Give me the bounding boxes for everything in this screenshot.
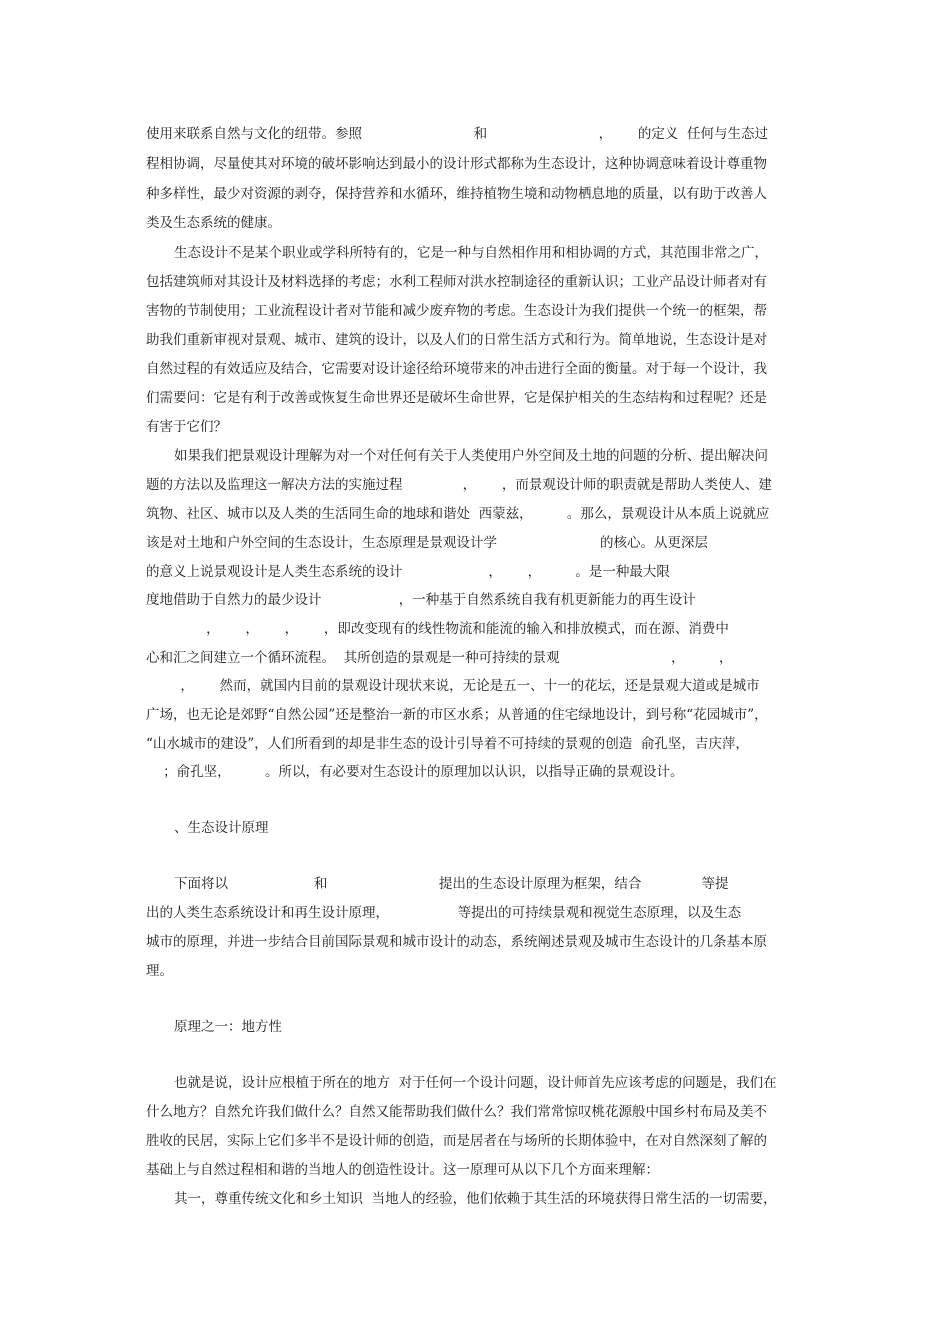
text-line: 自然过程的有效适应及结合，它需要对设计途径给环境带来的冲击进行全面的衡量。对于每一个设计，我 bbox=[146, 361, 767, 377]
text-line: 胜收的民居，实际上它们多半不是设计师的创造，而是居者在与场所的长期体验中，在对自然深刻了解的 bbox=[146, 1133, 767, 1149]
text-line: 类及生态系统的健康。 bbox=[146, 215, 281, 231]
text-line: 基础上与自然过程相和谐的当地人的创造性设计。这一原理可从以下几个方面来理解： bbox=[146, 1162, 659, 1178]
text-line: 广场，也无论是郊野“自然公园”还是整治一新的市区水系；从普通的住宅绿地设计，到号称“花园城市”， bbox=[146, 707, 768, 723]
text-line: 下面将以 和 提出的生态设计原理为框架，结合 等提 bbox=[174, 876, 729, 892]
text-line: 包括建筑师对其设计及材料选择的考虑；水利工程师对洪水控制途径的重新认识；工业产品设计师者对有 bbox=[146, 274, 767, 290]
text-line: “山水城市的建设”，人们所看到的却是非生态的设计引导着不可持续的景观的创造 俞孔坚，吉庆萍， bbox=[146, 736, 749, 752]
section-heading: 、生态设计原理 bbox=[174, 820, 269, 836]
text-line: 其一，尊重传统文化和乡土知识 当地人的经验，他们依赖于其生活的环境获得日常生活的一切需要， bbox=[174, 1191, 777, 1207]
text-line: 度地借助于自然力的最少设计 ，一种基于自然系统自我有机更新能力的再生设计 bbox=[146, 592, 696, 608]
text-line: 也就是说，设计应根植于所在的地方 对于任何一个设计问题，设计师首先应该考虑的问题是，我们在 bbox=[174, 1075, 777, 1091]
text-line: 种多样性，最少对资源的剥夺，保持营养和水循环，维持植物生境和动物栖息地的质量，以有助于改善人 bbox=[146, 186, 767, 202]
text-line: ， 然而，就国内目前的景观设计现状来说，无论是五一、十一的花坛，还是景观大道或是城市 bbox=[146, 678, 760, 694]
text-line: 城市的原理，并进一步结合目前国际景观和城市设计的动态，系统阐述景观及城市生态设计的几条基本原 bbox=[146, 934, 767, 950]
text-line: 程相协调，尽量使其对环境的破坏影响达到最小的设计形式都称为生态设计，这种协调意味着设计尊重物 bbox=[146, 156, 767, 172]
subsection-heading: 原理之一：地方性 bbox=[174, 1019, 282, 1035]
text-line: ， ， ， ，即改变现有的线性物流和能流的输入和排放模式，而在源、消费中 bbox=[146, 621, 729, 637]
text-line: 有害于它们？ bbox=[146, 419, 227, 435]
text-line: 筑物、社区、城市以及人类的生活同生命的地球和谐处 西蒙兹， 。那么，景观设计从本质上说就应 bbox=[146, 506, 770, 522]
text-line: 生态设计不是某个职业或学科所特有的，它是一种与自然相作用和相协调的方式，其范围非常之广， bbox=[174, 245, 768, 261]
text-line: 如果我们把景观设计理解为对一个对任何有关于人类使用户外空间及土地的问题的分析、提出解决问 bbox=[174, 448, 768, 464]
text-line: 理。 bbox=[146, 963, 173, 979]
text-line: 们需要问：它是有利于改善或恢复生命世界还是破坏生命世界，它是保护相关的生态结构和过程呢？还是 bbox=[146, 390, 767, 406]
text-line: 心和汇之间建立一个循环流程。 其所创造的景观是一种可持续的景观 ， ， bbox=[146, 650, 733, 666]
text-line: 的意义上说景观设计是人类生态系统的设计 ， ， 。是一种最大限 bbox=[146, 564, 670, 580]
text-line: 助我们重新审视对景观、城市、建筑的设计，以及人们的日常生活方式和行为。简单地说，生态设计是对 bbox=[146, 332, 767, 348]
text-line: 该是对土地和户外空间的生态设计，生态原理是景观设计学 的核心。从更深层 bbox=[146, 535, 708, 551]
text-line: 出的人类生态系统设计和再生设计原理， 等提出的可持续景观和视觉生态原理，以及生态 bbox=[146, 905, 742, 921]
text-line: 害物的节制使用；工业流程设计者对节能和减少废弃物的考虑。生态设计为我们提供一个统一的框架，帮 bbox=[146, 303, 767, 319]
text-line: ；俞孔坚， 。所以，有必要对生态设计的原理加以认识，以指导正确的景观设计。 bbox=[146, 764, 684, 780]
text-line: 什么地方？自然允许我们做什么？自然又能帮助我们做什么？我们常常惊叹桃花源般中国乡村布局及美不 bbox=[146, 1104, 767, 1120]
text-line: 题的方法以及监理这一解决方法的实施过程 ， ，而景观设计师的职责就是帮助人类使人、建 bbox=[146, 477, 772, 493]
text-line: 使用来联系自然与文化的纽带。参照 和 ， 的定义 任何与生态过 bbox=[146, 126, 768, 142]
